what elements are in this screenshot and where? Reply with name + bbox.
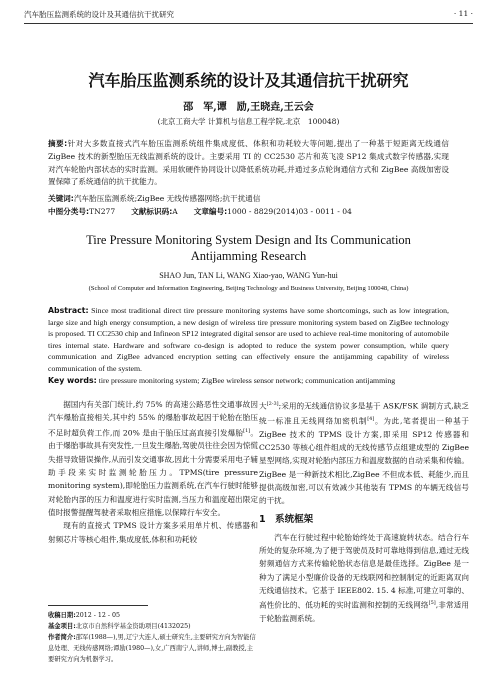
classification-line [48, 206, 449, 219]
body-column-right [259, 398, 469, 625]
keywords-en-text: tire pressure monitoring system; ZigBee wireless sensor network; communication antijamming [98, 376, 396, 385]
body-text: 。由于爆胎事故具有突发性,一旦发生爆胎,驾驶员往往会因为惊慌失措导致错误操作,从而引发交通事故,因此十分需要采用电子辅助手段来实时监测轮胎压力。TPMS(tire pressure monitoring system),即轮胎压力监测系统,在汽车行驶时能够对轮胎内部的压力和温度进行实时监测,当压力和温度超出限定值时报警提醒驾驶者采取相应措施,以保障行车安全。 [48, 428, 259, 517]
keywords-cn-text: 汽车胎压监测系统;ZigBee 无线传感器网络;抗干扰通信 [73, 194, 261, 203]
affiliation-en: (School of Computer and Information Engineering, Beijing Technology and Business University, Beijing 100048, China) [88, 285, 409, 292]
authors-cn: 邵 军,谭 励,王晓垚,王云会 [183, 102, 314, 113]
author-value: 邵军(1988—),男,辽宁大连人,硕士研究生,主要研究方向为智能信息处理、无线传感网络;谭励(1980—),女,广西南宁人,讲师,博士,副教授,主要研究方向为机器学习。 [48, 634, 256, 663]
doc-code-label: 文献标识码: [131, 207, 173, 216]
running-head-title: 汽车胎压监测系统的设计及其通信抗干扰研究 [24, 10, 174, 19]
abstract-cn-text: 针对大多数直接式汽车胎压监测系统组件集成度低、体积和功耗较大等问题,提出了一种基于短距离无线通信 ZigBee 技术的新型胎压无线监测系统的设计。主要采用 TI 的 CC2530 芯片和英飞凌 SP12 集成式数字传感器,实现对汽车轮胎内部状态的实时监测。采用软硬件协同设计以降低系统功耗,并通过多点轮询通信方式和 ZigBee 高级加密设置保障了系统通信的抗干扰能力。 [48, 139, 449, 187]
abstract-en [48, 305, 449, 375]
footnote-author [48, 632, 258, 665]
body-text: ,非常适用于轮胎监测系统。 [259, 600, 469, 624]
doc-code [131, 206, 178, 219]
fund-label: 基金项目: [48, 623, 76, 630]
title-en-line2: Antijamming Research [190, 249, 307, 263]
clc-value: TN277 [89, 207, 116, 216]
authors-en: SHAO Jun, TAN Li, WANG Xiao-yao, WANG Yun-hui [159, 271, 338, 280]
footnotes [48, 610, 258, 665]
body-text: 汽车在行驶过程中轮胎始终处于高速旋转状态。结合行车所处的复杂环境,为了便于驾驶员及时可靠地得到信息,通过无线射频通信方式来传输轮胎状态信息是最佳选择。ZigBee 是一种为了满足小型廉价设备的无线联网和控制制定的近距离双向无线通信技术。它基于 IEEE802. 15. 4 标准,可建立可靠的、高性价比的、低功耗的实时监测和控制的无线网络 [259, 532, 469, 610]
title-cn: 汽车胎压监测系统的设计及其通信抗干扰研究 [88, 71, 409, 90]
clc-number [48, 206, 115, 219]
received-value: 2012 - 12 - 05 [75, 612, 121, 619]
page-number: · 11 · [453, 9, 473, 18]
keywords-cn [48, 193, 449, 206]
keywords-en-label: Key words: [48, 376, 97, 385]
author-label: 作者简介: [48, 634, 76, 641]
body-paragraph [259, 531, 469, 626]
abstract-cn [48, 138, 449, 189]
body-text: ;采用的无线通信协议多是基于 ASK/FSK 调制方式,缺乏统一标准且无线网络加密机制 [259, 401, 469, 426]
title-en [0, 232, 497, 264]
footnote-fund [48, 621, 258, 632]
body-text: 据国内有关部门统计,约 75% 的高速公路恶性交通事故因汽车爆胎直接相关,其中约 55% 的爆胎事故起因于轮胎在胎压不足时超负荷工作,而 20% 是由于胎压过高直接引发爆胎 [48, 400, 258, 438]
citation: [4] [367, 415, 375, 422]
doc-code-value: A [172, 207, 178, 216]
title-en-line1: Tire Pressure Monitoring System Design and Its Communication [86, 233, 411, 247]
citation: [5] [428, 600, 436, 607]
body-text: 。为此,笔者提出一种基于 ZigBee 技术的 TPMS 设计方案,即采用 SP12 传感器和 CC2530 等核心组件组成的无线传感节点组建成型的 ZigBee 星型网络,实现对轮胎内部压力和温度数据的自动采集和传输。ZigBee 是一种新技术相比,ZigBee 不但成本低、耗能少,而且提供高级加密,可以有效减少其他装有 TPMS 的车辆无线信号的干扰。 [259, 416, 469, 506]
article-number [194, 206, 352, 219]
fund-value: 北京市自然科学基金资助项目(4132025) [75, 623, 191, 630]
footnote-divider [48, 605, 148, 606]
section-heading: 1 系统框架 [259, 514, 314, 526]
running-head [24, 9, 473, 24]
body-paragraph: 现有的直接式 TPMS 设计方案多采用单片机、传感器和射频芯片等核心组件,集成度低,体积和功耗较 [48, 521, 258, 544]
received-label: 收稿日期: [48, 612, 76, 619]
citation: [1] [243, 427, 251, 434]
clc-label: 中图分类号: [48, 207, 90, 216]
abstract-cn-label: 摘要: [48, 139, 68, 148]
body-paragraph [259, 398, 469, 507]
article-number-value: 1000 - 8829(2014)03 - 0011 - 04 [227, 207, 352, 216]
body-column-left [48, 398, 258, 546]
footnote-received [48, 610, 258, 621]
affiliation-cn: (北京工商大学 计算机与信息工程学院,北京 100048) [157, 117, 340, 126]
abstract-en-label: Abstract: [48, 306, 89, 315]
citation: [2-3] [266, 401, 279, 407]
keywords-en [48, 375, 449, 387]
abstract-en-text: Since most traditional direct tire pressure monitoring systems have some shortcomings, such as low integration, large size and high energy consumption, a new design of wireless tire pressure monitoring system based on ZigBee technology is proposed. TI CC2530 chip and Infineon SP12 integrated digital sensor are used to achieve real-time monitoring of automobile tires internal state. Hardware and software co-design is adopted to reduce the system power consumption, while query communication and ZigBee advanced encryption setting can effectively ensure the antijamming capability of wireless communication of the system. [48, 306, 449, 373]
keywords-cn-label: 关键词: [48, 194, 74, 203]
body-text: 大 [259, 401, 267, 411]
article-number-label: 文章编号: [193, 207, 228, 216]
body-paragraph [48, 398, 258, 519]
